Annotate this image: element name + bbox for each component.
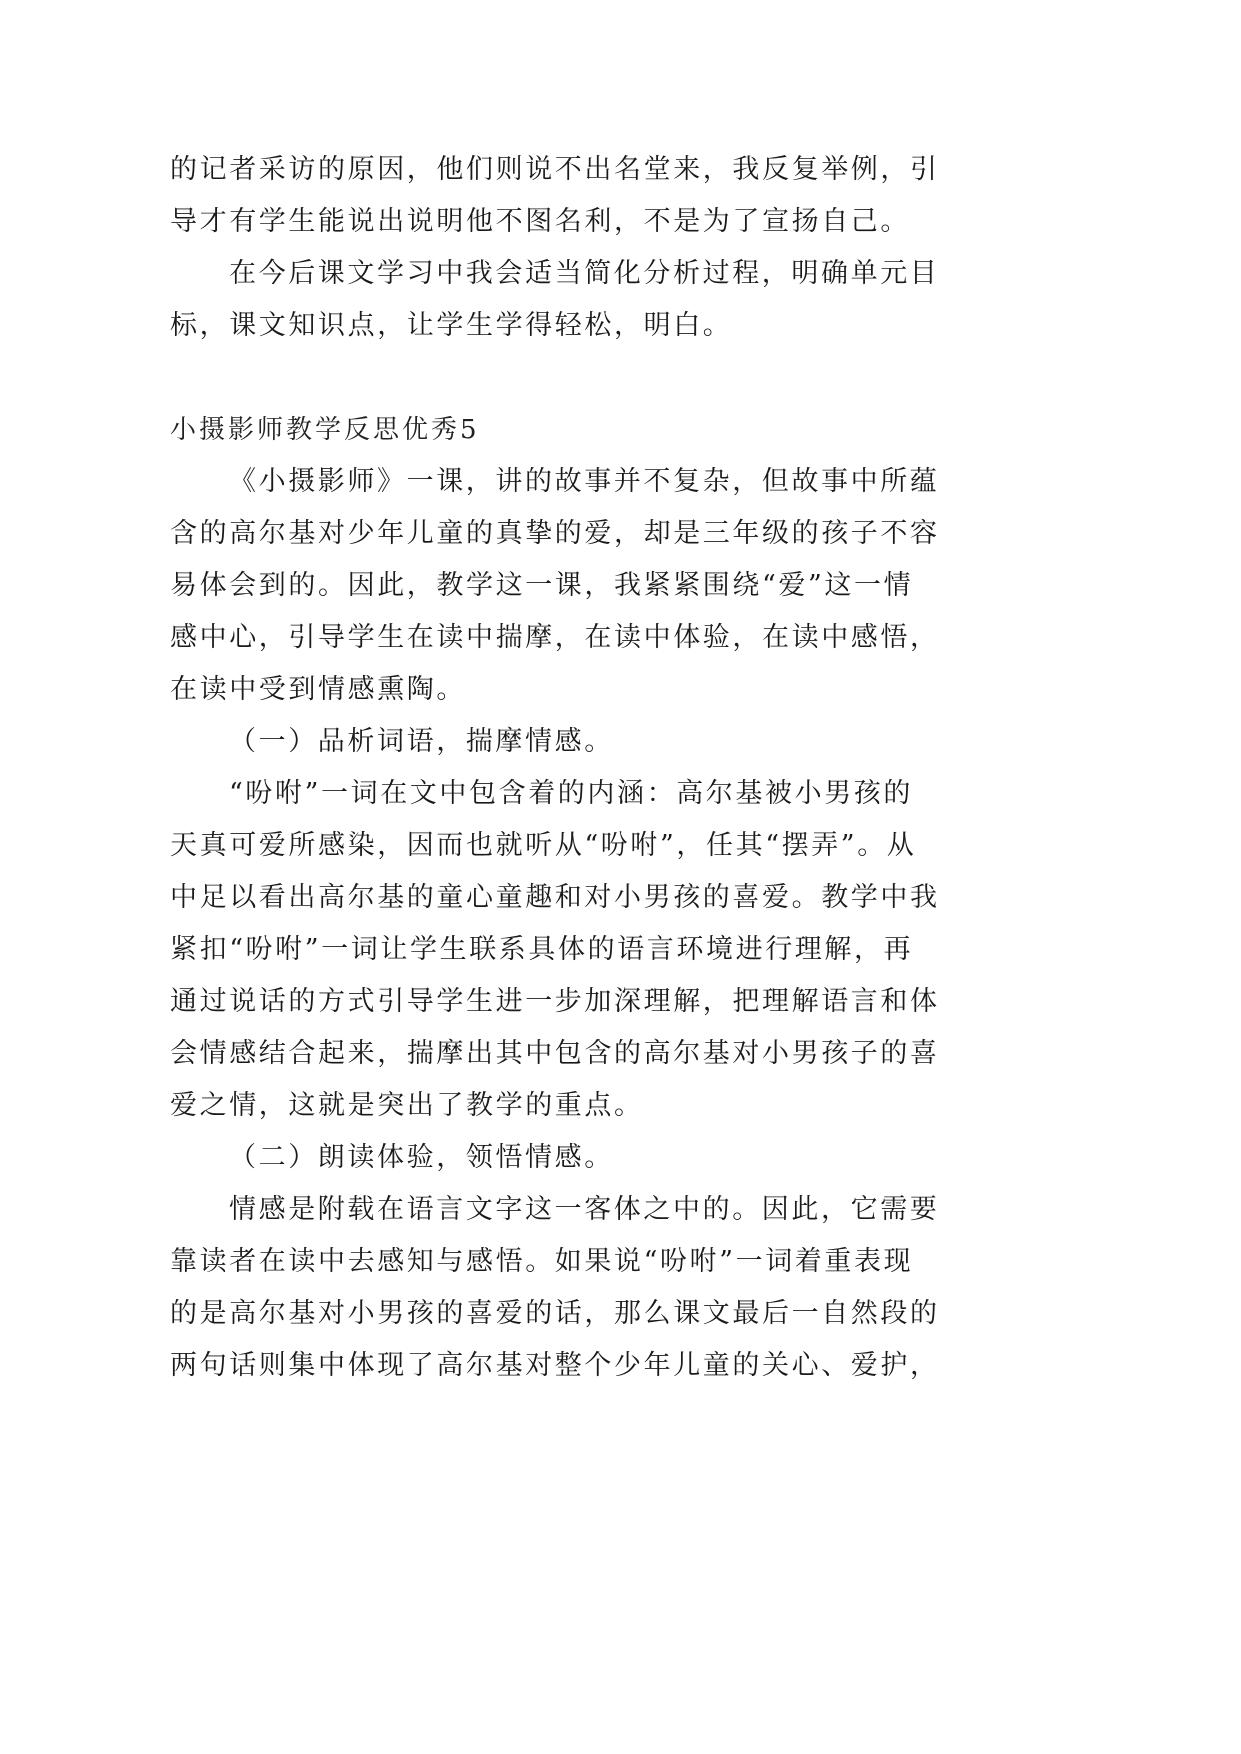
paragraph: [170, 1184, 1090, 1392]
text-line: 中足以看出高尔基的童心童趣和对小男孩的喜爱。教学中我: [170, 882, 940, 913]
text-line: 导才有学生能说出说明他不图名利，不是为了宣扬自己。: [170, 206, 910, 237]
text-line: 爱之情，这就是突出了教学的重点。: [170, 1090, 644, 1121]
text-line: 紧扣“吩咐”一词让学生联系具体的语言环境进行理解，再: [170, 934, 914, 965]
paragraph: [170, 144, 1090, 248]
text-line: 情感是附载在语言文字这一客体之中的。因此，它需要: [229, 1194, 940, 1225]
subheading: [170, 716, 1090, 768]
text-line: 通过说话的方式引导学生进一步加深理解，把理解语言和体: [170, 986, 940, 1017]
subheading-text: （一）品析词语，揣摩情感。: [229, 726, 614, 757]
document-body: [170, 144, 1090, 1392]
text-line: 靠读者在读中去感知与感悟。如果说“吩咐”一词着重表现: [170, 1246, 914, 1277]
section-title: 小摄影师教学反思优秀5: [170, 415, 480, 445]
subheading: [170, 1132, 1090, 1184]
text-line: 在今后课文学习中我会适当简化分析过程，明确单元目: [229, 258, 940, 289]
paragraph: [170, 248, 1090, 352]
text-line: 会情感结合起来，揣摩出其中包含的高尔基对小男孩子的喜: [170, 1038, 940, 1069]
text-line: 含的高尔基对少年儿童的真挚的爱，却是三年级的孩子不容: [170, 518, 940, 549]
text-line: 两句话则集中体现了高尔基对整个少年儿童的关心、爱护，: [170, 1350, 940, 1381]
text-line: 标，课文知识点，让学生学得轻松，明白。: [170, 310, 733, 341]
subheading-text: （二）朗读体验，领悟情感。: [229, 1142, 614, 1173]
text-line: 《小摄影师》一课，讲的故事并不复杂，但故事中所蕴: [229, 466, 940, 497]
text-line: 易体会到的。因此，教学这一课，我紧紧围绕“爱”这一情: [170, 570, 914, 601]
text-line: 的是高尔基对小男孩的喜爱的话，那么课文最后一自然段的: [170, 1298, 940, 1329]
text-line: 感中心，引导学生在读中揣摩，在读中体验，在读中感悟，: [170, 622, 940, 653]
paragraph: [170, 768, 1090, 1132]
text-line: “吩咐”一词在文中包含着的内涵：高尔基被小男孩的: [229, 778, 914, 809]
text-line: 天真可爱所感染，因而也就听从“吩咐”，任其“摆弄”。从: [170, 830, 917, 861]
paragraph: [170, 456, 1090, 716]
text-line: 在读中受到情感熏陶。: [170, 674, 466, 705]
blank-line: [170, 352, 1090, 404]
text-line: 的记者采访的原因，他们则说不出名堂来，我反复举例，引: [170, 154, 940, 185]
